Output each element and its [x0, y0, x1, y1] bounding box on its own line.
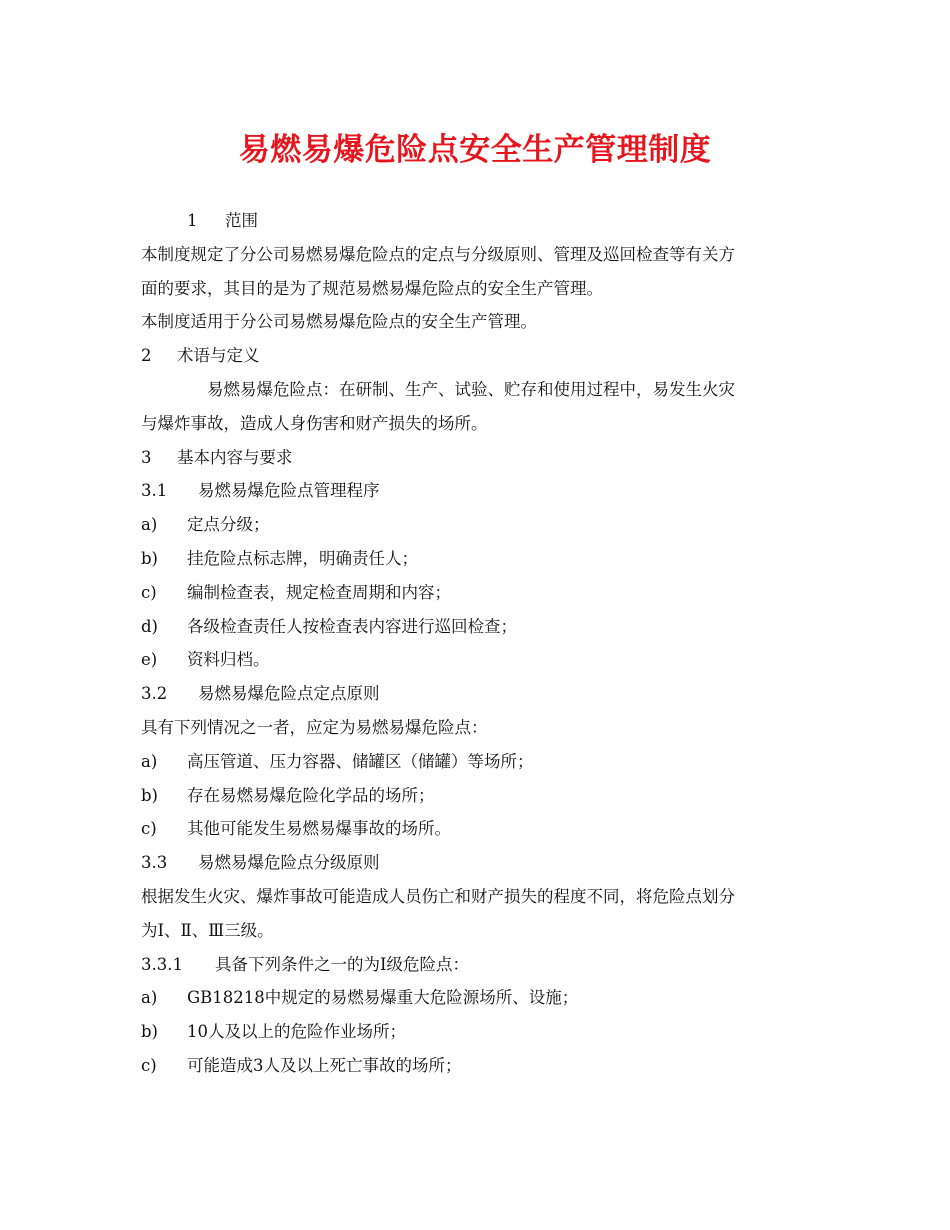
list-item [141, 542, 821, 576]
paragraph-line: 易燃易爆危险点：在研制、生产、试验、贮存和使用过程中，易发生火灾 [207, 379, 735, 399]
section-number: 3.2 [141, 684, 168, 704]
section-number: 2 [141, 346, 152, 366]
section-title: 易燃易爆危险点定点原则 [198, 684, 380, 704]
list-text: GB18218中规定的易燃易爆重大危险源场所、设施； [187, 988, 579, 1008]
section-title: 术语与定义 [177, 346, 260, 366]
list-label: a) [141, 515, 158, 535]
list-item [141, 745, 821, 779]
list-item [141, 610, 821, 644]
section-number: 3.3.1 [141, 954, 183, 974]
section-3-3-1-heading [141, 948, 821, 982]
list-label: c) [141, 1055, 157, 1075]
list-label: c) [141, 582, 157, 602]
section-number: 1 [187, 211, 198, 230]
list-text: 可能造成3人及以上死亡事故的场所； [187, 1055, 462, 1075]
list-item [141, 1049, 821, 1083]
list-label: e) [141, 650, 158, 670]
paragraph-line: 本制度规定了分公司易燃易爆危险点的定点与分级原则、管理及巡回检查等有关方 [141, 244, 735, 264]
list-item [141, 812, 821, 846]
list-label: a) [141, 751, 158, 771]
section-number: 3.1 [141, 481, 168, 501]
section-number: 3 [141, 447, 152, 467]
paragraph-line: 与爆炸事故，造成人身伤害和财产损失的场所。 [141, 413, 488, 433]
list-text: 存在易燃易爆危险化学品的场所； [187, 785, 435, 805]
list-label: a) [141, 988, 158, 1008]
list-text: 资料归档。 [187, 650, 270, 670]
list-text: 定点分级； [187, 515, 270, 535]
list-item [141, 643, 821, 677]
section-title: 具备下列条件之一的为Ⅰ级危险点： [215, 954, 470, 974]
paragraph-line: 为Ⅰ、Ⅱ、Ⅲ三级。 [141, 920, 274, 940]
list-text: 高压管道、压力容器、储罐区（储罐）等场所； [187, 751, 534, 771]
paragraph-line: 根据发生火灾、爆炸事故可能造成人员伤亡和财产损失的程度不同，将危险点划分 [141, 886, 735, 906]
list-item [141, 1015, 821, 1049]
document-title: 易燃易爆危险点安全生产管理制度 [238, 132, 712, 168]
list-text: 挂危险点标志牌，明确责任人； [187, 548, 418, 568]
list-item [141, 779, 821, 813]
section-title: 易燃易爆危险点管理程序 [198, 481, 380, 501]
list-text: 10人及以上的危险作业场所； [187, 1022, 406, 1042]
list-label: b) [141, 1022, 158, 1042]
paragraph-line: 面的要求，其目的是为了规范易燃易爆危险点的安全生产管理。 [141, 278, 603, 298]
list-text: 其他可能发生易燃易爆事故的场所。 [187, 819, 451, 839]
paragraph-line: 本制度适用于分公司易燃易爆危险点的安全生产管理。 [141, 312, 537, 332]
list-item [141, 981, 821, 1015]
section-1-heading [141, 204, 821, 238]
section-3-3-heading [141, 846, 821, 880]
list-label: b) [141, 785, 158, 805]
section-3-1-heading [141, 474, 821, 508]
section-title: 基本内容与要求 [177, 447, 293, 467]
list-text: 各级检查责任人按检查表内容进行巡回检查； [187, 616, 517, 636]
list-item [141, 508, 821, 542]
section-3-heading [141, 441, 821, 475]
list-label: d) [141, 616, 158, 636]
list-item [141, 576, 821, 610]
list-text: 编制检查表，规定检查周期和内容； [187, 582, 451, 602]
paragraph-line: 具有下列情况之一者，应定为易燃易爆危险点： [141, 717, 488, 737]
list-label: b) [141, 548, 158, 568]
section-title: 范围 [225, 211, 258, 230]
document-body [141, 204, 821, 1083]
section-2-heading [141, 339, 821, 373]
section-number: 3.3 [141, 853, 168, 873]
list-label: c) [141, 819, 157, 839]
section-title: 易燃易爆危险点分级原则 [198, 853, 380, 873]
section-3-2-heading [141, 677, 821, 711]
